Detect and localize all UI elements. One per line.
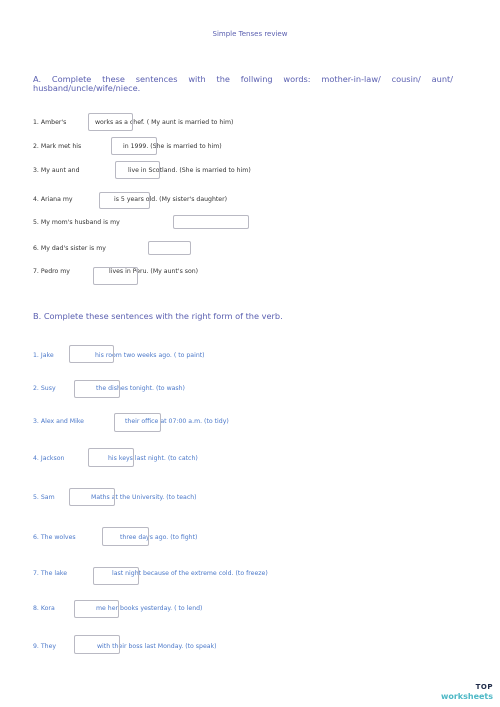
logo-top-text: TOP [475,683,493,691]
answer-box-b3[interactable] [114,413,161,432]
section-b-item-3: 3. Alex and Mike their office at 07:00 a.m. (to tidy) [33,418,229,425]
section-a-item-3: 3. My aunt and live in Scotland. (She is married to him) [33,167,251,174]
section-a-item-7: 7. Pedro my lives in Peru. (My aunt's son) [33,268,199,275]
section-a-item-1: 1. Amber's works as a chef. ( My aunt is married to him) [33,119,234,126]
answer-box-a5[interactable] [173,215,249,229]
section-b-heading: B. Complete these sentences with the right form of the verb. [33,311,283,321]
section-b-item-7: 7. The lake last night because of the extreme cold. (to freeze) [33,570,268,577]
section-b-item-8: 8. Kora me her books yesterday. ( to lend) [33,605,203,612]
answer-box-a6[interactable] [148,241,191,255]
page-title: Simple Tenses review [212,30,288,38]
topworksheets-logo [441,683,493,701]
section-b-item-1: 1. Jake his room two weeks ago. ( to paint) [33,352,205,359]
section-a-heading-line2: husband/uncle/wife/niece. [33,83,141,93]
answer-box-b4[interactable] [88,448,134,467]
section-b-item-9: 9. They with their boss last Monday. (to speak) [33,643,217,650]
section-b-item-4: 4. Jackson his keys last night. (to catch) [33,455,198,462]
answer-box-b2[interactable] [74,380,120,398]
answer-box-a4[interactable] [99,192,150,209]
answer-box-b6[interactable] [102,527,149,546]
section-b-item-6: 6. The wolves three days ago. (to fight) [33,534,198,541]
answer-box-b5[interactable] [69,488,115,506]
section-a-item-5: 5. My mom's husband is my [33,219,120,226]
section-b-item-2: 2. Susy the dishes tonight. (to wash) [33,385,185,392]
answer-box-b1[interactable] [69,345,114,363]
answer-box-b8[interactable] [74,600,119,618]
answer-box-b7[interactable] [93,567,139,585]
section-a-item-6: 6. My dad's sister is my [33,245,106,252]
section-a-item-2: 2. Mark met his in 1999. (She is married to him) [33,143,222,150]
answer-box-a3[interactable] [115,161,160,179]
logo-worksheets-text: worksheets [440,692,493,701]
answer-box-a2[interactable] [111,137,157,155]
section-a-heading: A. Complete these sentences with the follwing words: mother-in-law/ cousin/ aunt/ [33,74,453,84]
section-b-item-5: 5. Sam Maths at the University. (to teach) [33,494,197,501]
answer-box-b9[interactable] [74,635,120,654]
answer-box-a1[interactable] [88,113,133,131]
answer-box-a7[interactable] [93,267,138,285]
section-a-item-4: 4. Ariana my is 5 years old. (My sister's daughter) [33,196,228,203]
